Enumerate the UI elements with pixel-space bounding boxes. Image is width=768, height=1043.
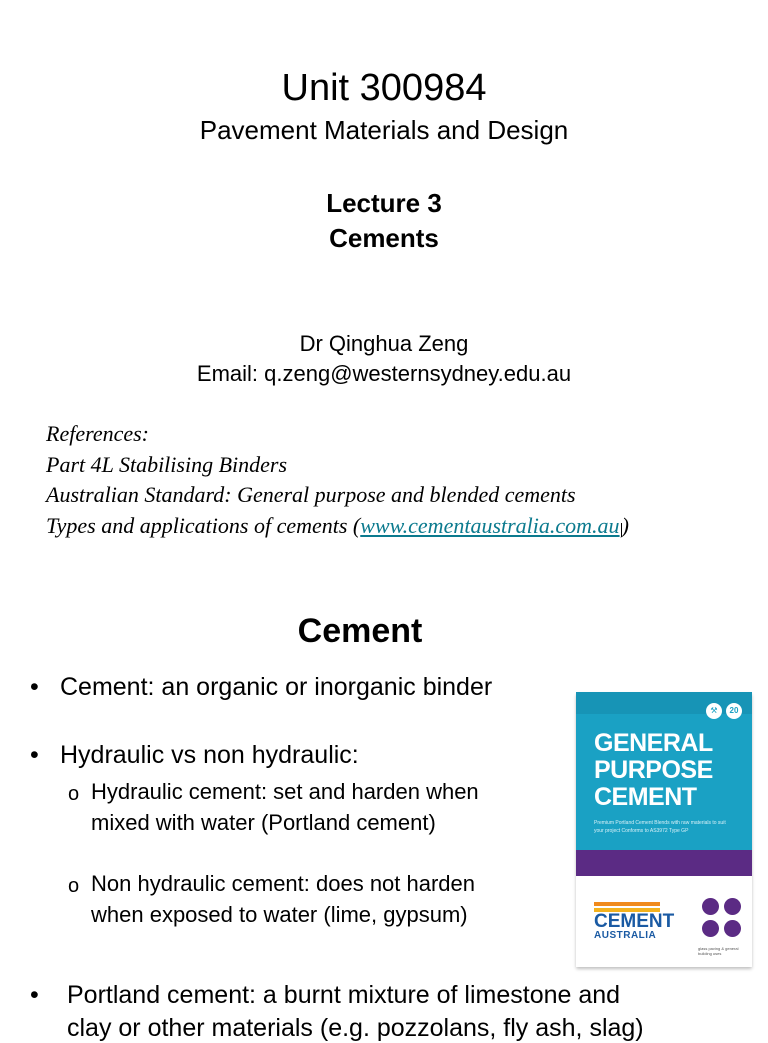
reference-item — [46, 511, 746, 542]
weight-badge: 20 — [726, 703, 742, 719]
bag-name-line: GENERAL — [594, 729, 713, 757]
lecture-number: Lecture 3 — [326, 188, 442, 218]
bullet-text: Portland cement: a burnt mixture of limestone and — [67, 981, 621, 1009]
bag-lower-panel — [576, 850, 752, 967]
sub-bullet-text: Non hydraulic cement: does not harden — [91, 871, 476, 896]
author-name: Dr Qinghua Zeng — [299, 331, 469, 356]
bullet-text: clay or other materials (e.g. pozzolans, fly ash, slag) — [67, 1014, 644, 1042]
sub-bullet-text: Hydraulic cement: set and harden when — [91, 779, 479, 804]
bullet-text: Hydraulic vs non hydraulic: — [60, 741, 359, 769]
cement-bag-image — [576, 692, 752, 967]
cement-slide — [0, 580, 768, 1042]
reference-item: Australian Standard: General purpose and blended cements — [46, 482, 576, 507]
usage-icon — [724, 920, 741, 937]
bag-name-line: PURPOSE — [594, 756, 713, 784]
lecture-topic: Cements — [329, 223, 439, 253]
sub-bullet-text: when exposed to water (lime, gypsum) — [91, 902, 468, 927]
reference-item: Part 4L Stabilising Binders — [46, 451, 288, 477]
tools-icon: ⚒ — [706, 703, 722, 719]
course-subtitle: Pavement Materials and Design — [199, 115, 569, 145]
bullet-icon: • — [30, 673, 39, 701]
brand-logo-text: CEMENT — [594, 911, 675, 932]
author-email: Email: q.zeng@westernsydney.edu.au — [196, 361, 572, 386]
bag-fine-print: Premium Portland Cement Blends with raw materials to suit your project Conforms to AS3972 Type GP — [594, 820, 726, 834]
usage-icon — [702, 920, 719, 937]
sub-bullet-icon: o — [68, 875, 80, 897]
bag-purple-band — [576, 850, 752, 876]
sub-bullet-text: mixed with water (Portland cement) — [91, 810, 436, 835]
usage-caption: glass paving & general building uses — [698, 946, 739, 956]
brand-logo-subtext: AUSTRALIA — [594, 930, 657, 941]
sub-bullet-icon: o — [68, 783, 80, 805]
bag-product-name — [594, 730, 744, 811]
brand-stripe — [594, 902, 660, 906]
bullet-icon: • — [30, 981, 39, 1009]
bullet-icon: • — [30, 741, 39, 769]
slide-title: Cement — [297, 612, 423, 650]
reference-text: Types and applications of cements ( — [46, 512, 361, 538]
unit-title: Unit 300984 — [281, 67, 487, 109]
cementaustralia-link[interactable]: www.cementaustralia.com.au — [360, 512, 620, 538]
reference-text: ) — [621, 512, 629, 538]
references-heading: References: — [46, 421, 150, 446]
bullet-text: Cement: an organic or inorganic binder — [60, 673, 493, 701]
usage-icon — [724, 898, 741, 915]
bag-name-line: CEMENT — [594, 783, 697, 811]
references-block — [46, 419, 746, 541]
usage-icon — [702, 898, 719, 915]
